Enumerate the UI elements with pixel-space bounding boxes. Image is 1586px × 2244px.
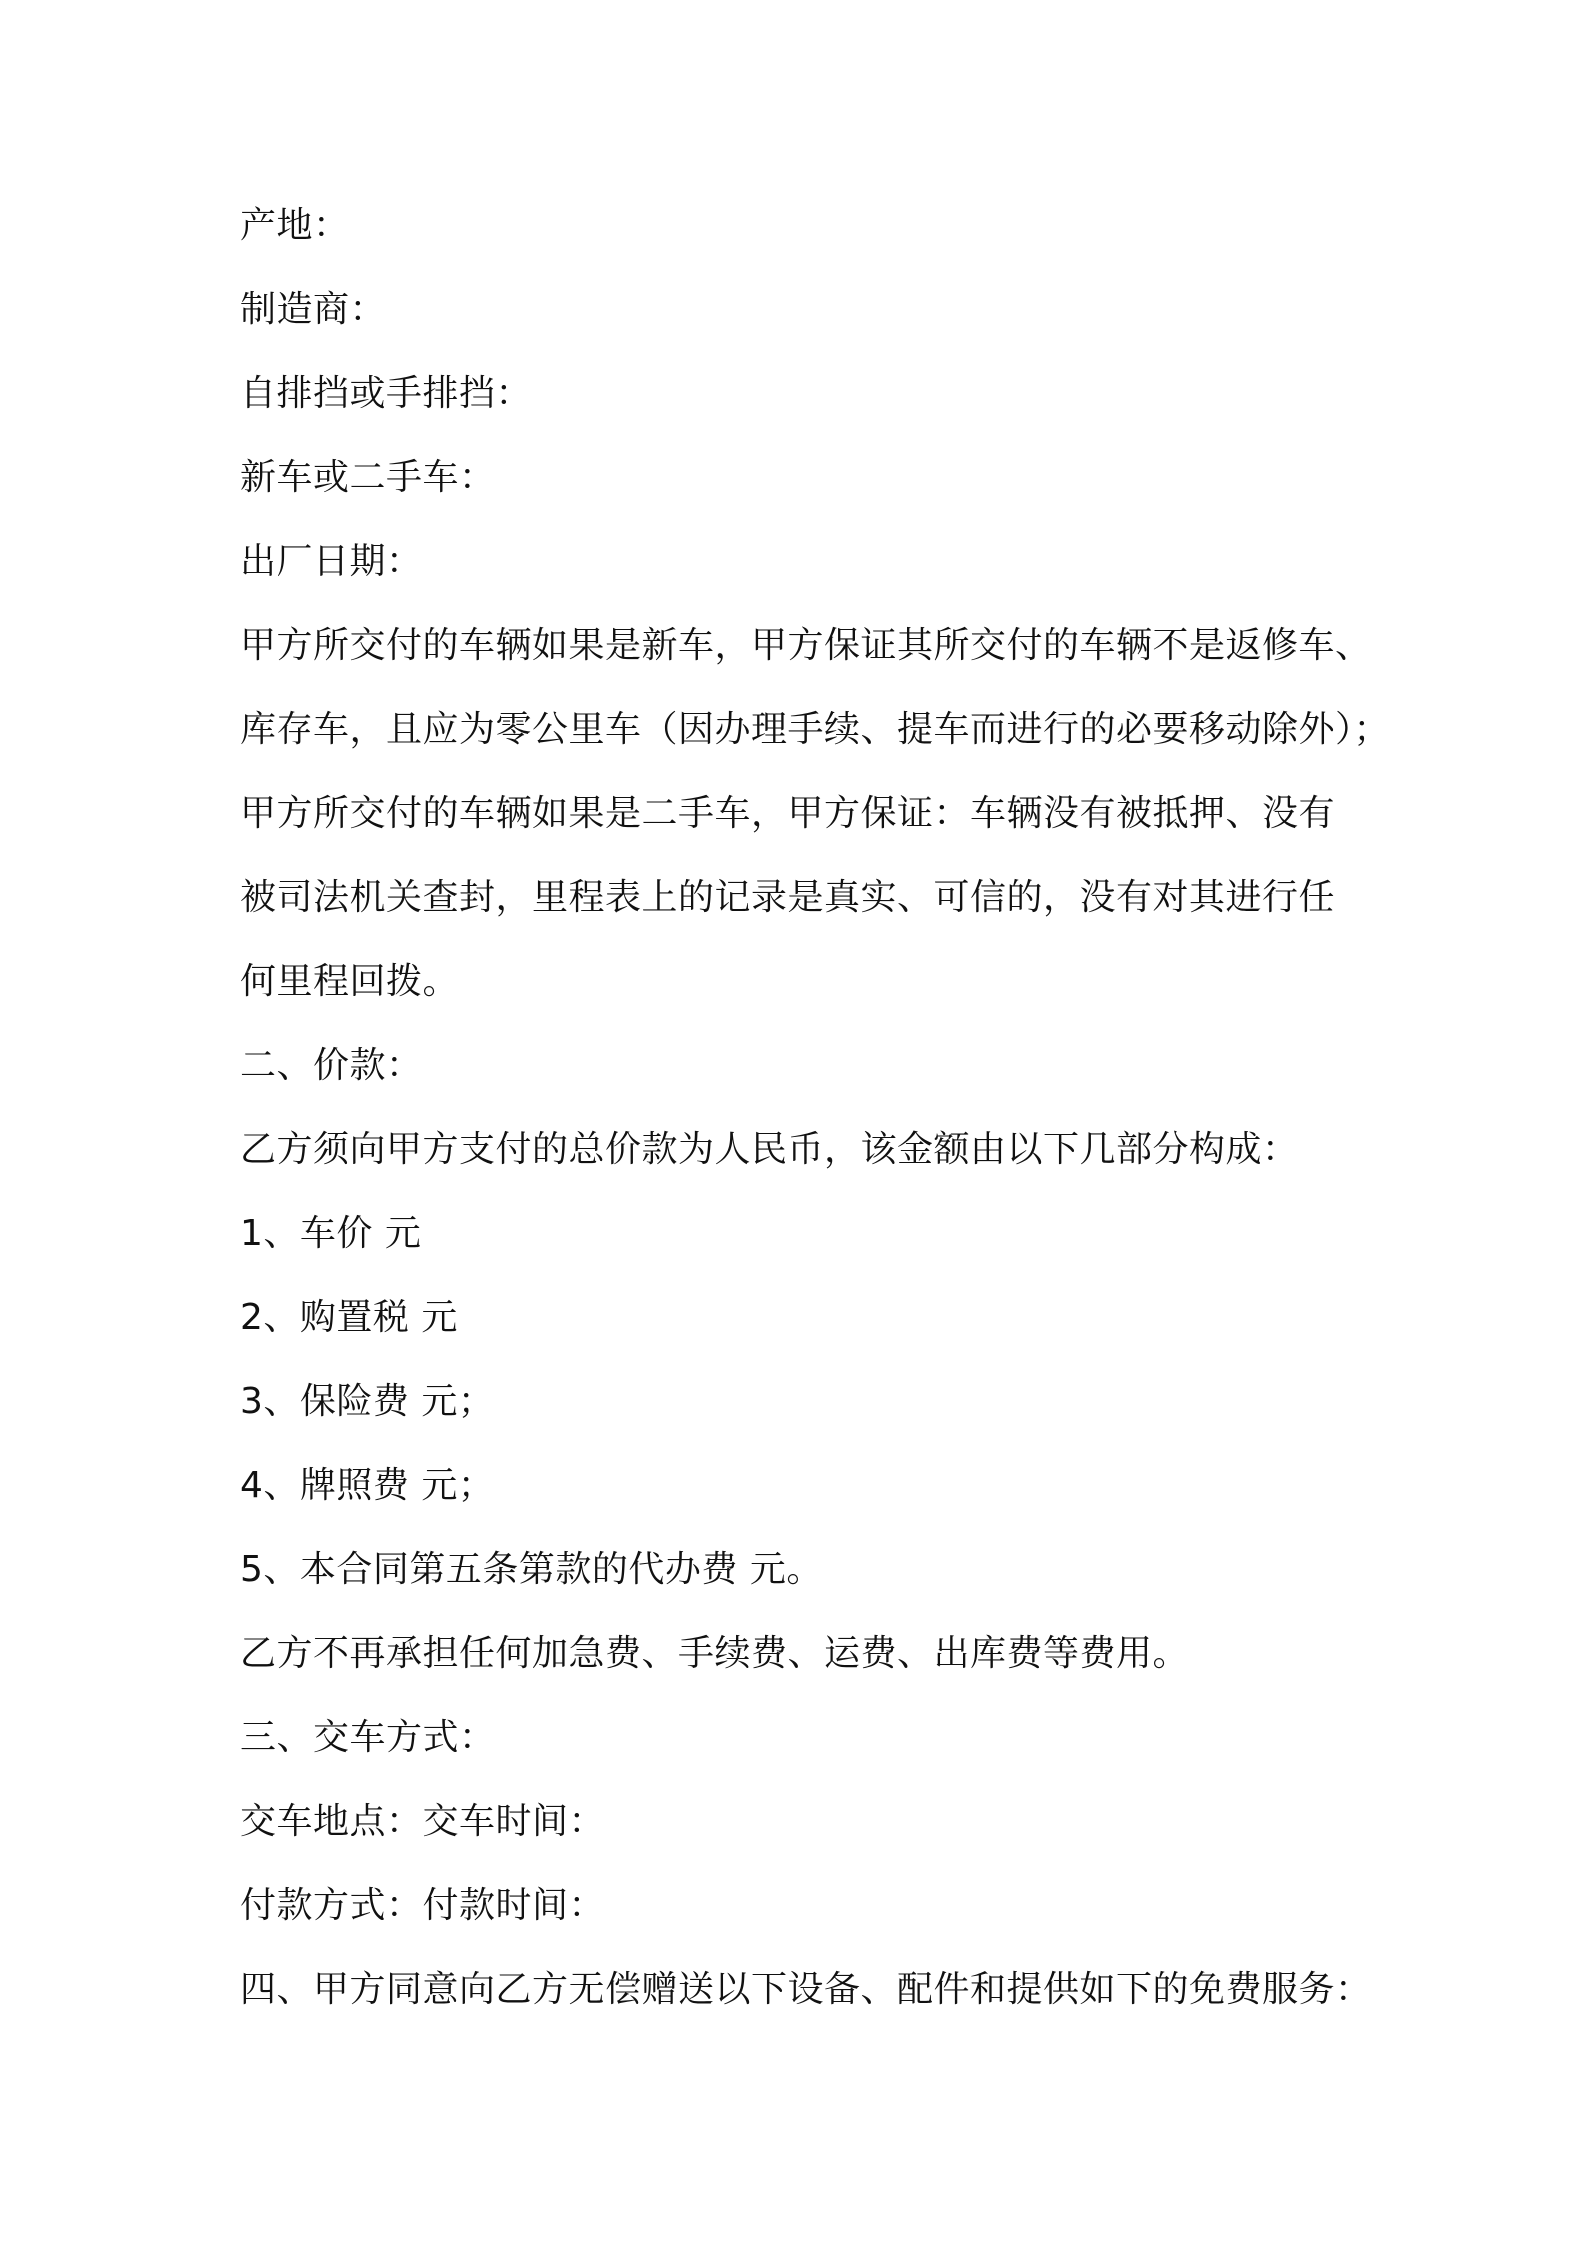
field-origin: 产地： <box>240 205 350 246</box>
clause-used-car-line-1: 甲方所交付的车辆如果是二手车，甲方保证：车辆没有被抵押、没有 <box>240 793 1336 834</box>
clause-new-car-line-2: 库存车，且应为零公里车（因办理手续、提车而进行的必要移动除外）； <box>240 709 1391 750</box>
price-item-car: 1、车价 元 <box>240 1213 422 1254</box>
price-item-license-plate: 4、牌照费 元； <box>240 1465 495 1506</box>
clause-used-car-line-3: 何里程回拨。 <box>240 961 460 1002</box>
price-item-purchase-tax: 2、购置税 元 <box>240 1297 458 1338</box>
field-new-or-used: 新车或二手车： <box>240 457 496 498</box>
clause-used-car-line-2: 被司法机关查封，里程表上的记录是真实、可信的，没有对其进行任 <box>240 877 1336 918</box>
price-no-extra-fees: 乙方不再承担任何加急费、手续费、运费、出库费等费用。 <box>240 1633 1190 1674</box>
field-transmission: 自排挡或手排挡： <box>240 373 533 414</box>
price-item-insurance: 3、保险费 元； <box>240 1381 495 1422</box>
clause-new-car-line-1: 甲方所交付的车辆如果是新车，甲方保证其所交付的车辆不是返修车、 <box>240 625 1372 666</box>
field-manufacture-date: 出厂日期： <box>240 541 423 582</box>
delivery-place-time: 交车地点：交车时间： <box>240 1801 606 1842</box>
price-item-agency-fee: 5、本合同第五条第款的代办费 元。 <box>240 1549 823 1590</box>
section-heading-free-services: 四、甲方同意向乙方无偿赠送以下设备、配件和提供如下的免费服务： <box>240 1969 1372 2010</box>
payment-method-time: 付款方式：付款时间： <box>240 1885 606 1926</box>
section-heading-delivery: 三、交车方式： <box>240 1717 496 1758</box>
section-heading-price: 二、价款： <box>240 1045 423 1086</box>
price-intro: 乙方须向甲方支付的总价款为人民币，该金额由以下几部分构成： <box>240 1129 1299 1170</box>
field-manufacturer: 制造商： <box>240 289 387 330</box>
